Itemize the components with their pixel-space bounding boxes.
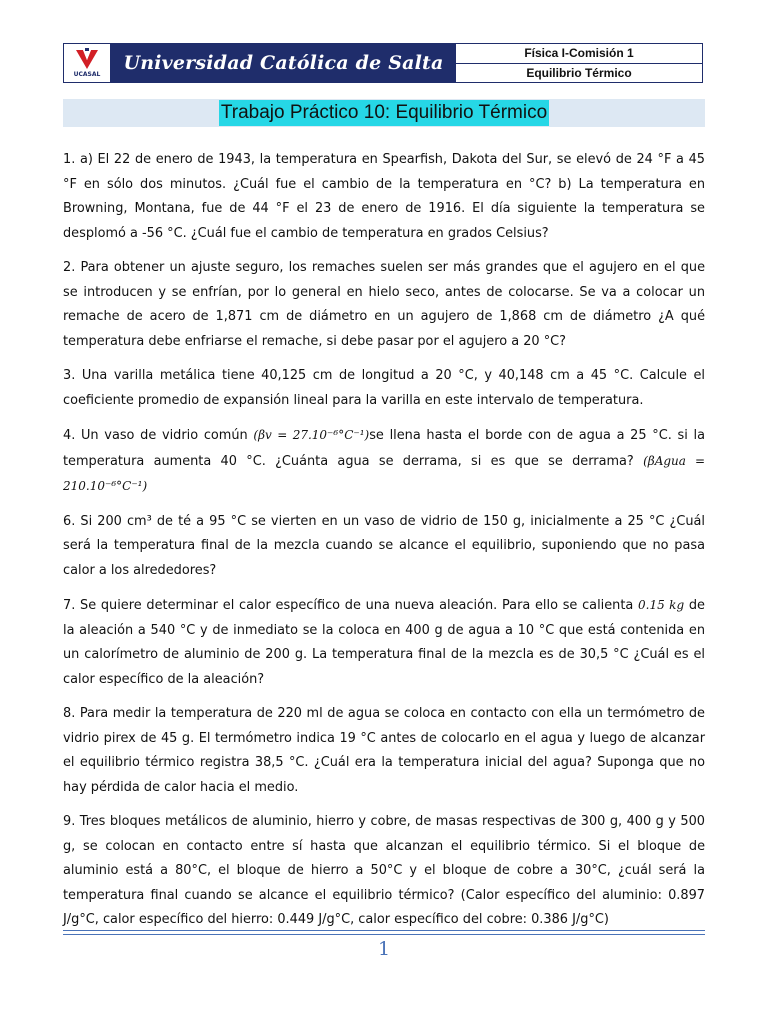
problem-4	[63, 423, 705, 500]
problem-4-formula-glass: (βv = 27.10⁻⁶°C⁻¹)	[253, 428, 370, 442]
university-name: Universidad Católica de Salta	[111, 44, 456, 82]
problem-8: 8. Para medir la temperatura de 220 ml de agua se coloca en contacto con ella un termómetro de vidrio pirex de 45 g. El termómetro indica 19 °C antes de colocarlo en el agua y luego de alcanzar el equilibrio térmico registra 38,5 °C. ¿Cuál era la temperatura inicial del agua? Suponga que no hay pérdida de calor hacia el medio.	[63, 706, 705, 795]
problem-7-mass: 0.15 kg	[638, 598, 685, 612]
title-band	[63, 99, 705, 127]
logo-text: UCASAL	[73, 71, 101, 78]
problem-6: 6. Si 200 cm³ de té a 95 °C se vierten en un vaso de vidrio de 150 g, inicialmente a 25 °C ¿Cuál será la temperatura final de la mezcla cuando se alcance el equilibrio, suponiendo que no pasa calor a los alrededores?	[63, 513, 705, 578]
course-topic: Equilibrio Térmico	[526, 65, 632, 80]
problem-4-text-a: 4. Un vaso de vidrio común	[63, 428, 254, 443]
problem-2: 2. Para obtener un ajuste seguro, los remaches suelen ser más grandes que el agujero en el que se introducen y se enfrían, por lo general en hielo seco, antes de colocarse. Se va a colocar un remache de acero de 1,871 cm de diámetro en un agujero de 1,868 cm de diámetro ¿A qué temperatura debe enfriarse el remache, si debe pasar por el agujero a 20 °C?	[63, 260, 705, 349]
course-name: Física I-Comisión 1	[456, 44, 702, 64]
problem-7-text-a: 7. Se quiere determinar el calor específico de una nueva aleación. Para ello se calienta	[63, 598, 639, 613]
problem-list	[63, 148, 705, 943]
problem-4-formula-water: (βAgua = 210.10⁻⁶°C⁻¹)	[63, 453, 705, 493]
ucasal-logo-icon	[74, 48, 100, 70]
problem-9: 9. Tres bloques metálicos de aluminio, hierro y cobre, de masas respectivas de 300 g, 400 g y 500 g, se colocan en contacto entre sí hasta que alcanzan el equilibrio térmico. Si el bloque de aluminio está a 80°C, el bloque de hierro a 50°C y el bloque de cobre a 30°C, ¿cuál será la temperatura final cuando se alcance el equilibrio térmico? (Calor específico del aluminio: 0.897 J/g°C, calor específico del hierro: 0.449 J/g°C, calor específico del cobre: 0.386 J/g°C)	[63, 814, 705, 927]
page-title: Trabajo Práctico 10: Equilibrio Térmico	[219, 100, 549, 126]
problem-1: 1. a) El 22 de enero de 1943, la temperatura en Spearfish, Dakota del Sur, se elevó de 24 °F a 45 °F en sólo dos minutos. ¿Cuál fue el cambio de la temperatura en °C? b) La temperatura en Browning, Montana, fue de 44 °F el 23 de enero de 1916. El día siguiente la temperatura se desplomó a -56 °C. ¿Cuál fue el cambio de temperatura en grados Celsius?	[63, 152, 705, 241]
university-logo	[64, 44, 111, 82]
course-info	[456, 44, 702, 82]
problem-4-text-b: se llena hasta el borde con de agua a 25 °C. si la temperatura aumenta 40 °C. ¿Cuánta agua se derrama, si es que se derrama?	[63, 428, 706, 469]
document-header	[63, 43, 703, 83]
problem-3: 3. Una varilla metálica tiene 40,125 cm de longitud a 20 °C, y 40,148 cm a 45 °C. Calcule el coeficiente promedio de expansión lineal para la varilla en este intervalo de temperatura.	[63, 368, 705, 408]
footer-divider	[63, 930, 705, 935]
page-number: 1	[377, 938, 391, 960]
problem-7	[63, 593, 705, 692]
problem-7-text-b: de la aleación a 540 °C y de inmediato se la coloca en 400 g de agua a 10 °C que está contenida en un calorímetro de aluminio de 200 g. La temperatura final de la mezcla es de 30,5 °C ¿Cuál es el calor específico de la aleación?	[63, 598, 705, 687]
